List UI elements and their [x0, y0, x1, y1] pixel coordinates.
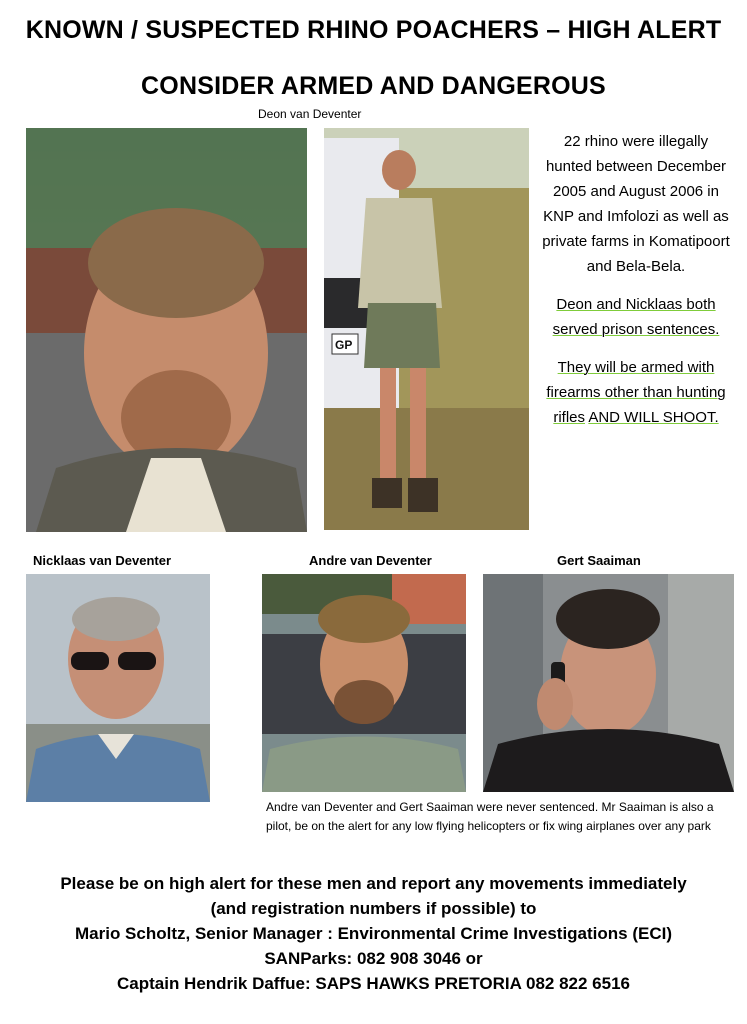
caption-gert: Gert Saaiman [557, 553, 641, 568]
photo-andre [262, 574, 466, 792]
side-text [540, 129, 732, 430]
caption-andre: Andre van Deventer [309, 553, 432, 568]
side-paragraph-armed [540, 355, 732, 430]
caption-nicklaas: Nicklaas van Deventer [33, 553, 172, 568]
footer [0, 871, 747, 996]
footer-line-saps-phone: Captain Hendrik Daffue: SAPS HAWKS PRETORIA 082 822 6516 [117, 974, 630, 993]
photo-gert [483, 574, 734, 792]
footer-line-contact-name: Mario Scholtz, Senior Manager : Environmental Crime Investigations (ECI) [75, 924, 672, 943]
side-paragraph-armed-text: They will be armed with firearms other than hunting rifles [546, 359, 726, 426]
caption-deon: Deon van Deventer [258, 107, 362, 121]
note-never-sentenced: Andre van Deventer and Gert Saaiman were never sentenced. Mr Saaiman is also a pilot, be on the alert for any low flying helicopters or fix wing airplanes over any park [266, 800, 714, 833]
licence-plate-text: GP [335, 338, 353, 352]
photo-deon-closeup [26, 128, 307, 532]
photo-nicklaas [26, 574, 210, 802]
side-paragraph-prison [540, 292, 732, 342]
photo-deon-standing [324, 128, 529, 530]
poster-subtitle: CONSIDER ARMED AND DANGEROUS [141, 72, 606, 100]
poster-title: KNOWN / SUSPECTED RHINO POACHERS – HIGH ALERT [25, 16, 722, 44]
footer-line-registration: (and registration numbers if possible) to [210, 899, 537, 918]
side-paragraph-will-shoot: AND WILL SHOOT. [588, 409, 719, 426]
side-paragraph-summary: 22 rhino were illegally hunted between December 2005 and August 2006 in KNP and Imfolozi as well as private farms in Komatipoort and Bela-Bela. [542, 133, 730, 275]
side-paragraph-prison-text: Deon and Nicklaas both served prison sentences. [552, 296, 720, 338]
footer-line-alert: Please be on high alert for these men and report any movements immediately [60, 874, 687, 893]
footer-line-sanparks-phone: SANParks: 082 908 3046 or [264, 949, 483, 968]
